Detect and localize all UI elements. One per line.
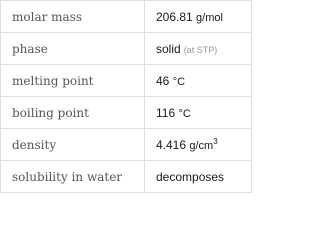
value-note: (at STP) xyxy=(183,44,218,55)
value-number: 46 xyxy=(156,73,170,88)
property-label: boiling point xyxy=(1,97,145,129)
table-row xyxy=(1,65,252,97)
table-row xyxy=(1,161,252,193)
property-value xyxy=(145,1,252,33)
property-label: density xyxy=(1,129,145,161)
property-value xyxy=(145,65,252,97)
value-unit: g/mol xyxy=(196,11,223,24)
value-number: 206.81 xyxy=(156,9,193,24)
table-row xyxy=(1,1,252,33)
value-text: decomposes xyxy=(156,169,225,184)
table-row xyxy=(1,129,252,161)
property-value xyxy=(145,161,252,193)
property-value xyxy=(145,33,252,65)
value-unit: °C xyxy=(172,75,186,88)
value-unit-exponent: 3 xyxy=(213,136,218,146)
table-row xyxy=(1,33,252,65)
value-number: 116 xyxy=(156,105,176,120)
value-unit: °C xyxy=(178,107,191,120)
property-label: melting point xyxy=(1,65,145,97)
property-value xyxy=(145,97,252,129)
property-label: solubility in water xyxy=(1,161,145,193)
property-label: molar mass xyxy=(1,1,145,33)
value-text: solid xyxy=(156,41,181,56)
value-unit: g/cm xyxy=(189,139,214,152)
property-value xyxy=(145,129,252,161)
table-row xyxy=(1,97,252,129)
property-label: phase xyxy=(1,33,145,65)
value-number: 4.416 xyxy=(156,137,187,152)
